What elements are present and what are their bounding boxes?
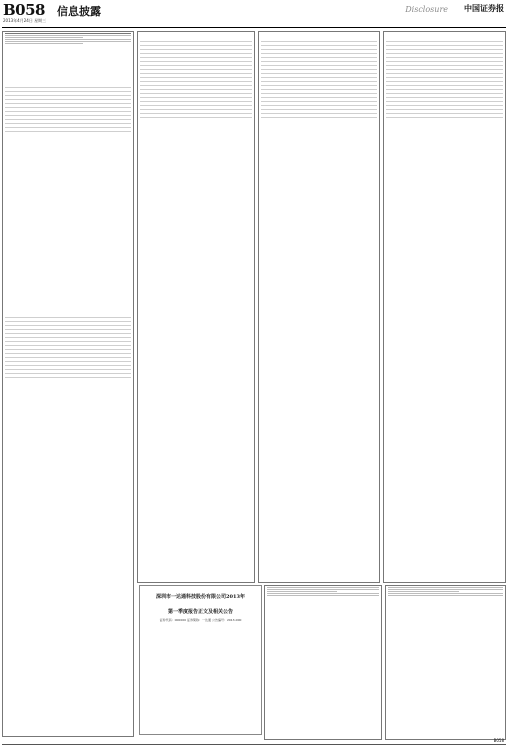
text-line xyxy=(5,37,83,38)
data-table xyxy=(261,38,377,578)
footer-page-tag: B058 xyxy=(493,738,504,743)
column-2 xyxy=(137,31,255,583)
text-line xyxy=(388,589,503,590)
data-table xyxy=(5,84,131,314)
text-line xyxy=(388,593,503,594)
brand-english: Disclosure xyxy=(405,5,448,14)
data-table xyxy=(386,38,503,578)
text-line xyxy=(388,591,459,592)
notice-company-line-1: 深圳市一达通科技股份有限公司2013年 xyxy=(156,594,245,600)
text-line xyxy=(5,39,131,40)
page-number: B058 xyxy=(3,1,45,19)
column-3 xyxy=(258,31,380,583)
column-4-bottom xyxy=(385,585,506,740)
column-1 xyxy=(2,31,134,737)
text-line xyxy=(5,43,83,44)
text-line xyxy=(5,35,131,36)
date-line: 2013年4月24日 星期三 xyxy=(3,18,47,23)
notice-company-line-2: 第一季度报告正文及相关公告 xyxy=(167,609,233,615)
text-line xyxy=(5,41,131,42)
balance-table xyxy=(5,314,131,634)
text-line xyxy=(5,33,131,34)
column-4 xyxy=(383,31,506,583)
column-3-bottom xyxy=(264,585,382,740)
text-line xyxy=(388,587,503,588)
text-line xyxy=(267,591,337,592)
text-line xyxy=(267,593,379,594)
text-line xyxy=(267,595,379,596)
section-title: 信息披露 xyxy=(57,5,101,18)
text-line xyxy=(388,595,503,596)
footer-rule xyxy=(2,744,506,745)
text-line xyxy=(267,587,379,588)
notice-meta: 证券代码：000000 证券简称：一达通 公告编号：2013-000 xyxy=(159,618,242,622)
text-line xyxy=(267,589,379,590)
brand-logo: 中国证券报 xyxy=(464,3,504,13)
masthead-rule xyxy=(2,27,506,28)
data-table xyxy=(140,38,252,578)
company-notice xyxy=(139,585,262,735)
masthead xyxy=(0,0,508,28)
